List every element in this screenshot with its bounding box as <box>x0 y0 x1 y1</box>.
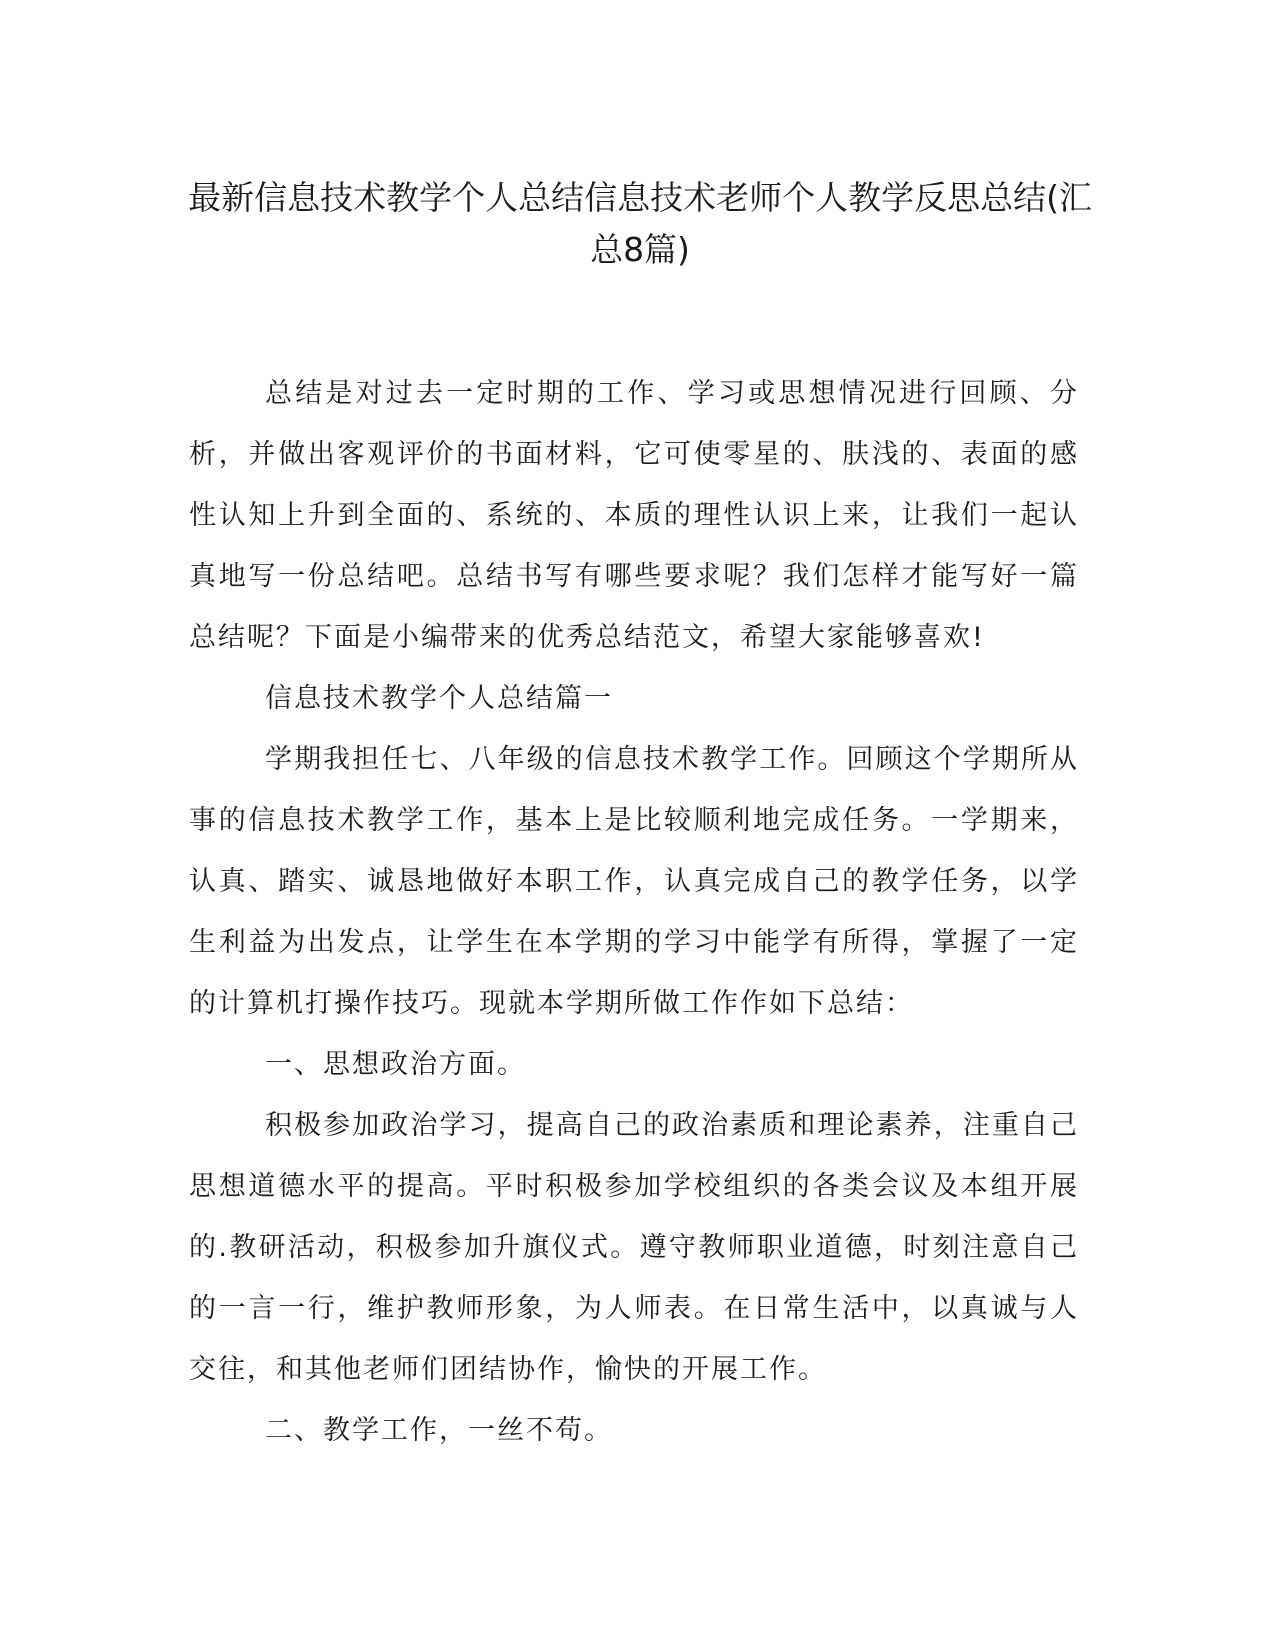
section-title: 信息技术教学个人总结篇一 <box>265 683 613 714</box>
subheading-politics: 一、思想政治方面。 <box>265 1049 526 1080</box>
document-body <box>189 363 1079 1461</box>
subheading-teaching: 二、教学工作，一丝不苟。 <box>265 1415 613 1446</box>
document-title: 最新信息技术教学个人总结信息技术老师个人教学反思总结(汇总8篇) <box>188 178 1092 269</box>
intro-paragraph: 总结是对过去一定时期的工作、学习或思想情况进行回顾、分析，并做出客观评价的书面材料，它可使零星的、肤浅的、表面的感性认知上升到全面的、系统的、本质的理性认识上来，让我们一起认真地写一份总结吧。总结书写有哪些要求呢？我们怎样才能写好一篇总结呢？下面是小编带来的优秀总结范文，希望大家能够喜欢! <box>189 378 1079 653</box>
section-paragraph: 学期我担任七、八年级的信息技术教学工作。回顾这个学期所从事的信息技术教学工作，基本上是比较顺利地完成任务。一学期来，认真、踏实、诚恳地做好本职工作，认真完成自己的教学任务，以学生利益为出发点，让学生在本学期的学习中能学有所得，掌握了一定的计算机打操作技巧。现就本学期所做工作作如下总结： <box>189 744 1079 1019</box>
politics-paragraph: 积极参加政治学习，提高自己的政治素质和理论素养，注重自己思想道德水平的提高。平时积极参加学校组织的各类会议及本组开展的.教研活动，积极参加升旗仪式。遵守教师职业道德，时刻注意自己的一言一行，维护教师形象，为人师表。在日常生活中，以真诚与人交往，和其他老师们团结协作，愉快的开展工作。 <box>189 1110 1079 1385</box>
